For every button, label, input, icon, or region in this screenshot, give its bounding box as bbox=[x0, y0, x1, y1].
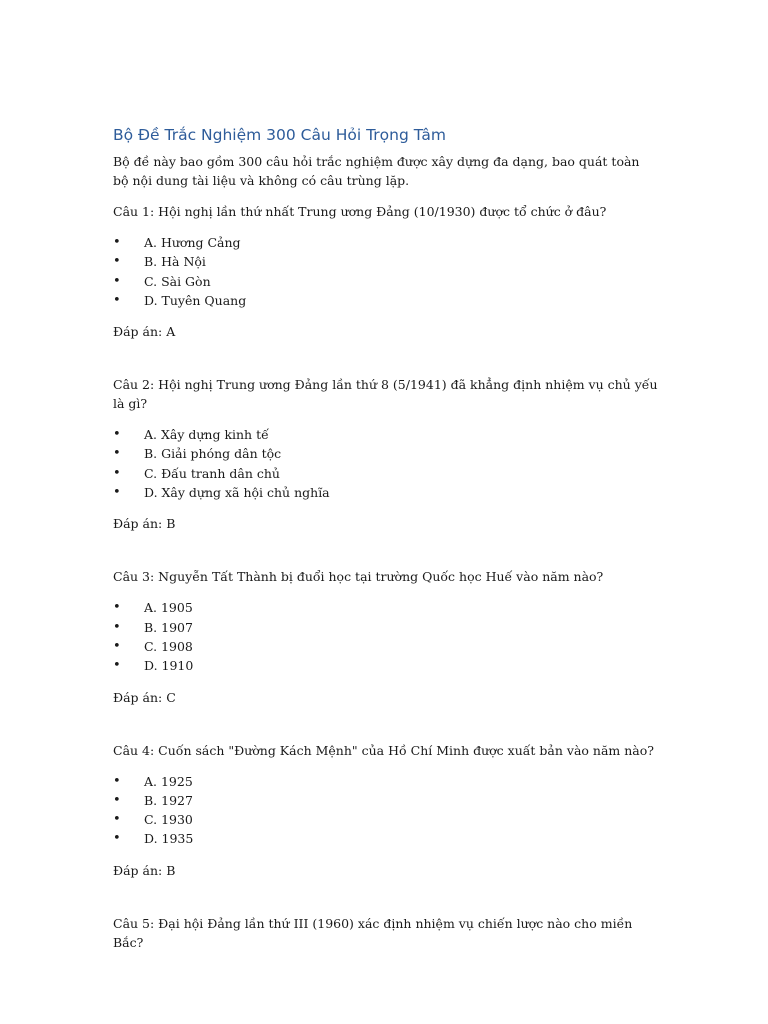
document-title: Bộ Đề Trắc Nghiệm 300 Câu Hỏi Trọng Tâm bbox=[113, 126, 447, 144]
bullet-icon: • bbox=[113, 465, 121, 481]
option-label: D. Xây dựng xã hội chủ nghĩa bbox=[144, 485, 330, 501]
question-text: Câu 4: Cuốn sách "Đường Kách Mệnh" của Hồ Chí Minh được xuất bản vào năm nào? bbox=[113, 742, 654, 758]
option-item bbox=[113, 810, 658, 829]
option-label: D. 1935 bbox=[144, 831, 194, 847]
option-item bbox=[113, 252, 658, 271]
option-item bbox=[113, 791, 658, 810]
option-item bbox=[113, 618, 658, 637]
answer-text: Đáp án: B bbox=[113, 862, 176, 878]
question-block bbox=[113, 567, 658, 706]
option-label: C. 1908 bbox=[144, 638, 193, 654]
bullet-icon: • bbox=[113, 792, 121, 808]
option-list bbox=[113, 598, 658, 675]
option-label: C. Đấu tranh dân chủ bbox=[144, 465, 280, 481]
option-item bbox=[113, 637, 658, 656]
option-label: B. Giải phóng dân tộc bbox=[144, 446, 282, 462]
option-item bbox=[113, 483, 658, 502]
bullet-icon: • bbox=[113, 427, 121, 443]
option-list bbox=[113, 425, 658, 502]
question-block bbox=[113, 202, 658, 341]
option-label: A. Xây dựng kinh tế bbox=[144, 427, 269, 443]
option-item bbox=[113, 829, 658, 848]
option-list bbox=[113, 772, 658, 849]
option-label: A. 1905 bbox=[144, 600, 193, 616]
option-item bbox=[113, 272, 658, 291]
bullet-icon: • bbox=[113, 446, 121, 462]
option-item bbox=[113, 291, 658, 310]
question-text: Câu 2: Hội nghị Trung ương Đảng lần thứ 8 (5/1941) đã khẳng định nhiệm vụ chủ yếu là gì? bbox=[113, 377, 658, 412]
answer-text: Đáp án: B bbox=[113, 516, 176, 532]
question-block bbox=[113, 741, 658, 880]
document-intro: Bộ đề này bao gồm 300 câu hỏi trắc nghiệm được xây dựng đa dạng, bao quát toàn bộ nội dung tài liệu và không có câu trùng lặp. bbox=[113, 154, 640, 188]
option-label: D. Tuyên Quang bbox=[144, 292, 247, 308]
bullet-icon: • bbox=[113, 600, 121, 616]
option-label: A. 1925 bbox=[144, 773, 193, 789]
option-label: B. 1927 bbox=[144, 792, 193, 808]
option-list bbox=[113, 233, 658, 310]
option-item bbox=[113, 656, 658, 675]
bullet-icon: • bbox=[113, 292, 121, 308]
option-label: C. 1930 bbox=[144, 812, 193, 828]
option-item bbox=[113, 464, 658, 483]
bullet-icon: • bbox=[113, 638, 121, 654]
option-item bbox=[113, 444, 658, 463]
option-label: B. Hà Nội bbox=[144, 254, 206, 270]
question-text: Câu 5: Đại hội Đảng lần thứ III (1960) xác định nhiệm vụ chiến lược nào cho miền Bắc? bbox=[113, 915, 633, 950]
bullet-icon: • bbox=[113, 831, 121, 847]
option-label: B. 1907 bbox=[144, 619, 193, 635]
question-text: Câu 3: Nguyễn Tất Thành bị đuổi học tại trường Quốc học Huế vào năm nào? bbox=[113, 569, 604, 585]
question-block bbox=[113, 375, 658, 533]
answer-text: Đáp án: A bbox=[113, 324, 176, 340]
option-label: C. Sài Gòn bbox=[144, 273, 211, 289]
option-item bbox=[113, 233, 658, 252]
bullet-icon: • bbox=[113, 773, 121, 789]
option-item bbox=[113, 772, 658, 791]
bullet-icon: • bbox=[113, 658, 121, 674]
option-item bbox=[113, 598, 658, 617]
bullet-icon: • bbox=[113, 235, 121, 250]
document-page bbox=[113, 124, 658, 964]
answer-text: Đáp án: C bbox=[113, 689, 176, 705]
option-label: D. 1910 bbox=[144, 658, 194, 674]
option-label: A. Hương Cảng bbox=[144, 235, 241, 250]
question-block bbox=[113, 914, 658, 952]
bullet-icon: • bbox=[113, 254, 121, 270]
bullet-icon: • bbox=[113, 812, 121, 828]
bullet-icon: • bbox=[113, 485, 121, 501]
bullet-icon: • bbox=[113, 273, 121, 289]
option-item bbox=[113, 425, 658, 444]
question-text: Câu 1: Hội nghị lần thứ nhất Trung ương Đảng (10/1930) được tổ chức ở đâu? bbox=[113, 204, 607, 219]
bullet-icon: • bbox=[113, 619, 121, 635]
question-list bbox=[113, 202, 658, 952]
